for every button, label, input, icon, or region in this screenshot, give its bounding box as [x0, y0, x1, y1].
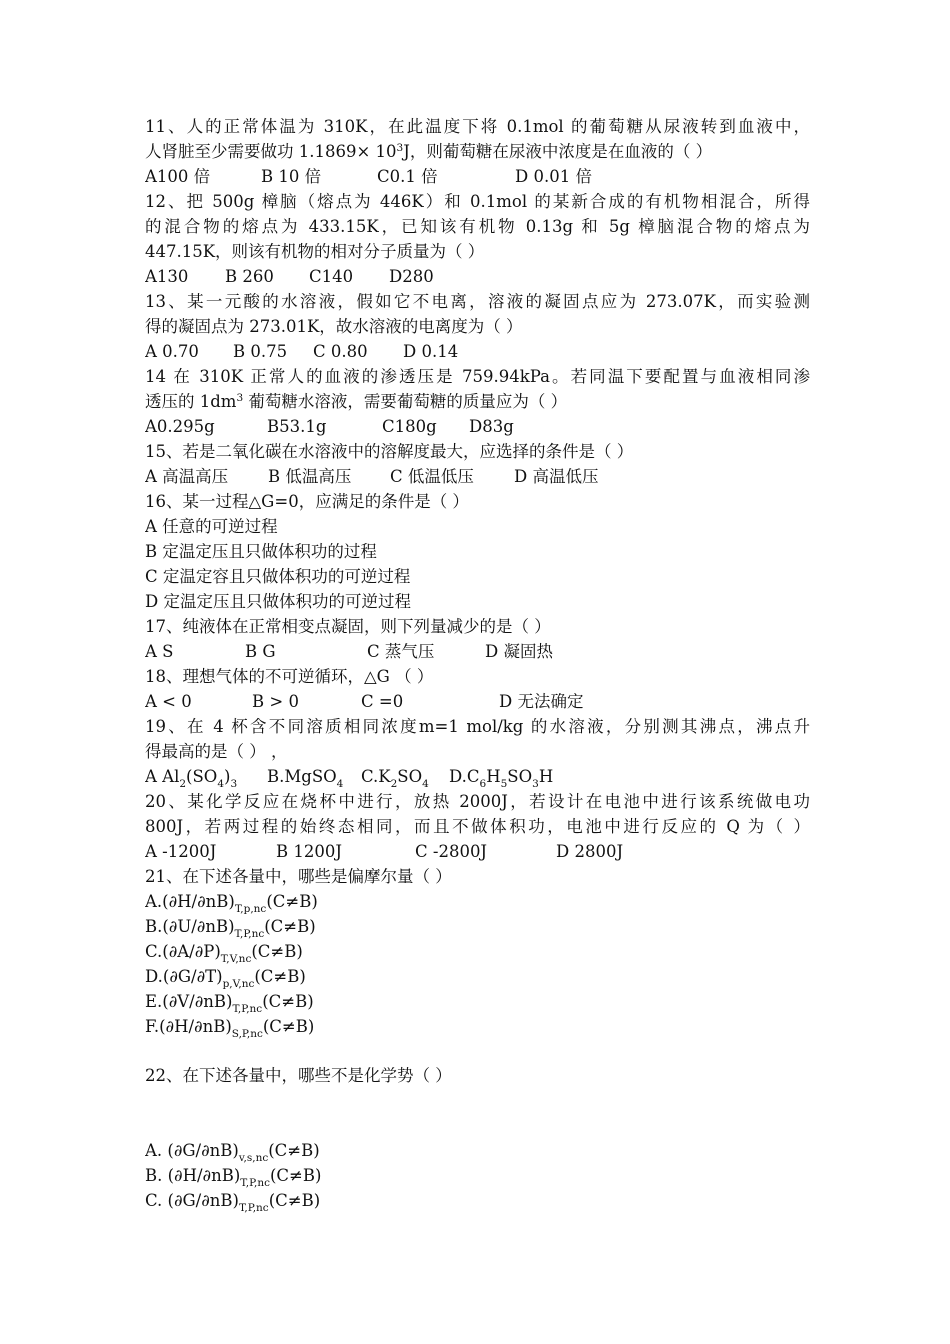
q16-option-d: D 定温定压且只做体积功的可逆过程: [145, 592, 411, 611]
q19-line1: 19、在 4 杯含不同溶质相同浓度m=1 mol/kg 的水溶液，分别测其沸点，沸点升: [145, 717, 810, 736]
q20-option-a: A -1200J: [145, 842, 217, 861]
q12-option-b: B 260: [225, 267, 274, 286]
q16-option-a: A 任意的可逆过程: [145, 517, 278, 536]
q14-line2-a: 透压的 1dm: [145, 392, 237, 411]
q17-option-d: D 凝固热: [485, 642, 553, 661]
q14-line2-sup: 3: [236, 392, 244, 404]
q11-option-b: B 10 倍: [261, 167, 322, 186]
q20-line1: 20、某化学反应在烧杯中进行，放热 2000J，若设计在电池中进行该系统做电功: [145, 792, 810, 811]
q11-options: [145, 164, 810, 189]
q12-option-c: C140: [309, 267, 354, 286]
q13-option-c: C 0.80: [313, 342, 368, 361]
q13-line2: 得的凝固点为 273.01K，故水溶液的电离度为（ ）: [145, 317, 523, 336]
q17-line1: 17、纯液体在正常相变点凝固，则下列量减少的是（ ）: [145, 617, 551, 636]
q11-line2: [145, 139, 810, 164]
q13-line1: 13、某一元酸的水溶液，假如它不电离，溶液的凝固点应为 273.07K，而实验测: [145, 292, 810, 311]
q20-option-c: C -2800J: [415, 842, 488, 861]
q21-item-a: $A.(\partial H/\partial nB)_{T,p,nc}(C\ne B)$: [145, 892, 318, 914]
q11-option-c: C0.1 倍: [377, 167, 438, 186]
q19-option-d: $D.C_6H_5SO_3H$: [449, 767, 554, 789]
q22-item-b: B. $(\partial H/\partial nB)_{T,P,nc}(C\ne B)$: [145, 1166, 322, 1188]
q21-item-c: $C.(\partial A/\partial P)_{T,V,nc}(C\ne B)$: [145, 942, 303, 964]
q19-options: [145, 764, 810, 789]
q13-option-a: A 0.70: [145, 342, 199, 361]
q13-option-d: D 0.14: [403, 342, 459, 361]
q15-option-b: B 低温高压: [268, 467, 352, 486]
q14-line2: [145, 389, 810, 414]
q21-item-e: $E.(\partial V/\partial nB)_{T,P,nc}(C\ne B)$: [145, 992, 314, 1014]
q17-option-c: C 蒸气压: [367, 642, 435, 661]
q15-options: [145, 464, 810, 489]
q22-line1: 22、在下述各量中，哪些不是化学势（ ）: [145, 1066, 452, 1085]
q16-option-b: B 定温定压且只做体积功的过程: [145, 542, 377, 561]
q11-option-d: D 0.01 倍: [515, 167, 592, 186]
q12-options: [145, 264, 810, 289]
q20-line2: 800J，若两过程的始终态相同，而且不做体积功，电池中进行反应的 Q 为（ ）: [145, 817, 810, 836]
q21-item-d: $D.(\partial G/\partial T)_{p,V,nc}(C\ne B)$: [145, 967, 306, 989]
q18-option-a: A < 0: [145, 692, 192, 711]
q18-options: [145, 689, 810, 714]
q12-line3: 447.15K，则该有机物的相对分子质量为（ ）: [145, 242, 485, 261]
q15-option-d: D 高温低压: [514, 467, 599, 486]
q19-line2: 得最高的是（ ） ，: [145, 742, 288, 761]
q21-line1: 21、在下述各量中，哪些是偏摩尔量（ ）: [145, 867, 452, 886]
q15-option-c: C 低温低压: [390, 467, 474, 486]
q11-line2-sup: 3: [396, 142, 404, 154]
q15-option-a: A 高温高压: [145, 467, 229, 486]
q19-option-b: B.MgSO$_4$: [267, 767, 344, 789]
q13-option-b: B 0.75: [233, 342, 288, 361]
q12-option-d: D280: [389, 267, 434, 286]
q21-item-f: $F.(\partial H/\partial nB)_{S,P,nc}(C\ne B)$: [145, 1017, 315, 1039]
q12-line2: 的混合物的熔点为 433.15K，已知该有机物 0.13g 和 5g 樟脑混合物的熔点为: [145, 217, 810, 236]
q22-item-a: A. $(\partial G/\partial nB)_{v,s,nc}(C\ne B)$: [145, 1141, 320, 1163]
q11-option-a: A100 倍: [145, 167, 211, 186]
q19-option-c: $C.K_2SO_4$: [361, 767, 429, 789]
q20-options: [145, 839, 810, 864]
q18-option-d: D 无法确定: [499, 692, 584, 711]
q14-option-d: D83g: [469, 417, 514, 436]
q11-line2-b: J，则葡萄糖在尿液中浓度是在血液的（ ）: [403, 142, 713, 161]
q21-item-b: $B.(\partial U/\partial nB)_{T,P,nc}(C\ne B)$: [145, 917, 316, 939]
q16-line1: 16、某一过程△G=0，应满足的条件是（ ）: [145, 492, 469, 511]
q18-option-c: C =0: [361, 692, 404, 711]
q19-option-a: A $Al_2(SO_4)_3$: [145, 767, 238, 789]
q22-item-c: C. $(\partial G/\partial nB)_{T,P,nc}(C\ne B)$: [145, 1191, 321, 1213]
q15-line1: 15、若是二氧化碳在水溶液中的溶解度最大，应选择的条件是（ ）: [145, 442, 634, 461]
q14-options: [145, 414, 810, 439]
q14-option-b: B53.1g: [267, 417, 327, 436]
q11-line1: 11、人的正常体温为 310K，在此温度下将 0.1mol 的葡萄糖从尿液转到血液中，: [145, 117, 810, 136]
q14-line2-b: 葡萄糖水溶液，需要葡萄糖的质量应为（ ）: [243, 392, 568, 411]
q17-option-b: B G: [245, 642, 276, 661]
q17-options: [145, 639, 810, 664]
q20-option-b: B 1200J: [276, 842, 342, 861]
q11-line2-a: 人肾脏至少需要做功 1.1869× 10: [145, 142, 397, 161]
q16-option-c: C 定温定容且只做体积功的可逆过程: [145, 567, 411, 586]
q14-option-a: A0.295g: [145, 417, 215, 436]
q20-option-d: D 2800J: [556, 842, 624, 861]
q12-line1: 12、把 500g 樟脑（熔点为 446K）和 0.1mol 的某新合成的有机物相混合，所得: [145, 192, 810, 211]
q13-options: [145, 339, 810, 364]
q18-line1: 18、理想气体的不可逆循环，△G （ ）: [145, 667, 434, 686]
q14-option-c: C180g: [382, 417, 437, 436]
q14-line1: 14 在 310K 正常人的血液的渗透压是 759.94kPa。若同温下要配置与血液相同渗: [145, 367, 810, 386]
q17-option-a: A S: [145, 642, 174, 661]
q12-option-a: A130: [145, 267, 189, 286]
q18-option-b: B > 0: [252, 692, 299, 711]
